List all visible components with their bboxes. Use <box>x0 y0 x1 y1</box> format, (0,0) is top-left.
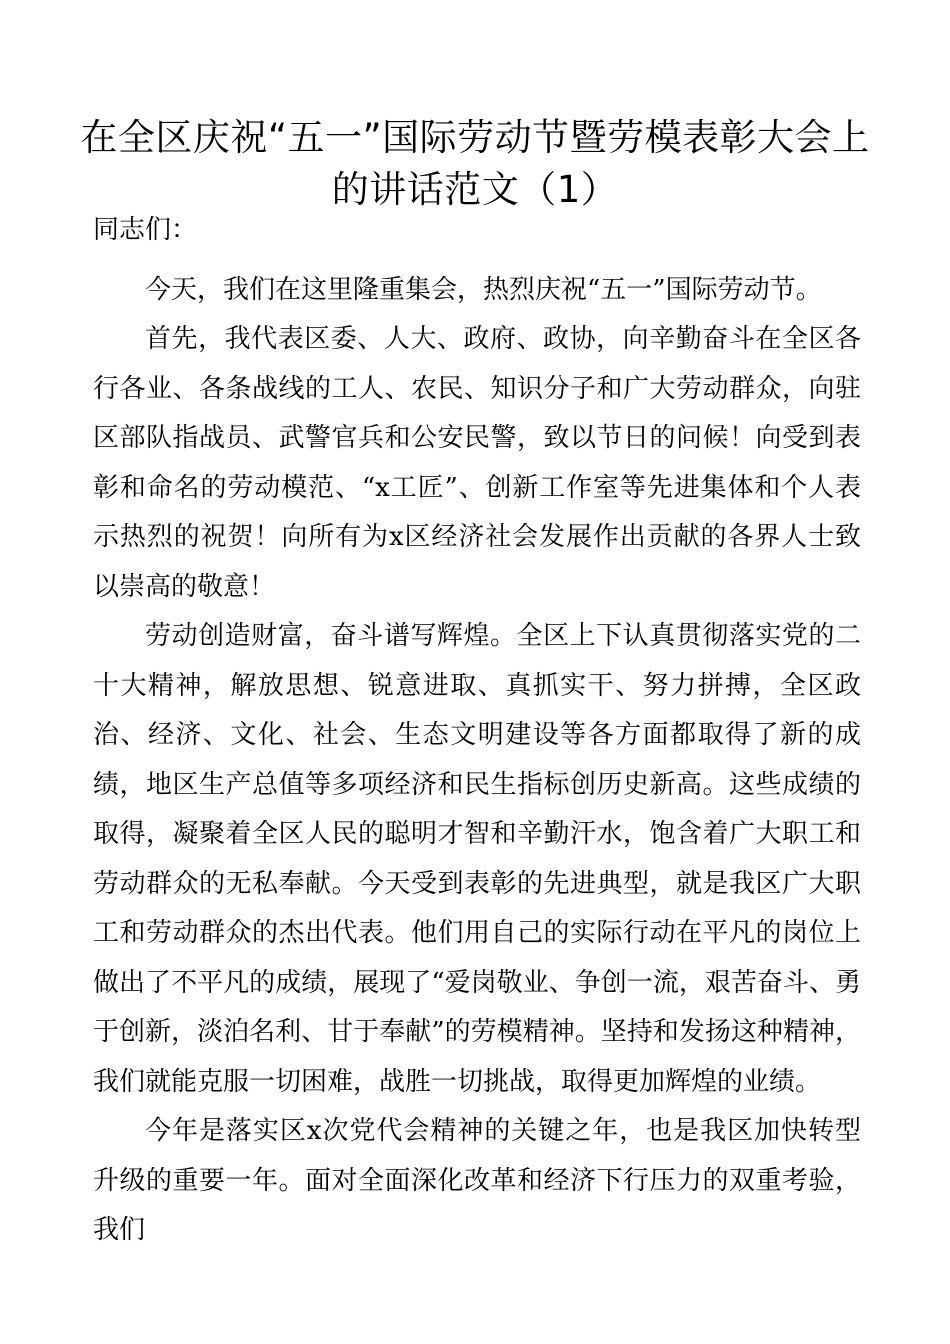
salutation: 同志们： <box>93 215 198 245</box>
document-body <box>93 215 861 1256</box>
document-title: 在全区庆祝“五一”国际劳动节暨劳模表彰大会上的讲话范文（1） <box>80 116 870 211</box>
paragraph-4: 今年是落实区x次党代会精神的关键之年，也是我区加快转型升级的重要一年。面对全面深化改革和经济下行压力的双重考验，我们 <box>93 1116 861 1245</box>
paragraph-1: 今天，我们在这里隆重集会，热烈庆祝“五一”国际劳动节。 <box>145 274 822 305</box>
paragraph-2: 首先，我代表区委、人大、政府、政协，向辛勤奋斗在全区各行各业、各条战线的工人、农民、知识分子和广大劳动群众，向驻区部队指战员、武警官兵和公安民警，致以节日的问候！向受到表彰和命名的劳动模范、“x工匠”、创新工作室等先进集体和个人表示热烈的祝贺！向所有为x区经济社会发展作出贡献的各界人士致以崇高的敬意！ <box>93 324 861 602</box>
paragraph-3: 劳动创造财富，奋斗谱写辉煌。全区上下认真贯彻落实党的二十大精神，解放思想、锐意进取、真抓实干、努力拼搏，全区政治、经济、文化、社会、生态文明建设等各方面都取得了新的成绩，地区生产总值等多项经济和民生指标创历史新高。这些成绩的取得，凝聚着全区人民的聪明才智和辛勤汗水，饱含着广大职工和劳动群众的无私奉献。今天受到表彰的先进典型，就是我区广大职工和劳动群众的杰出代表。他们用自己的实际行动在平凡的岗位上做出了不平凡的成绩，展现了“爱岗敬业、争创一流，艰苦奋斗、勇于创新，淡泊名利、甘于奉献”的劳模精神。坚持和发扬这种精神，我们就能克服一切困难，战胜一切挑战，取得更加辉煌的业绩。 <box>93 621 861 1097</box>
